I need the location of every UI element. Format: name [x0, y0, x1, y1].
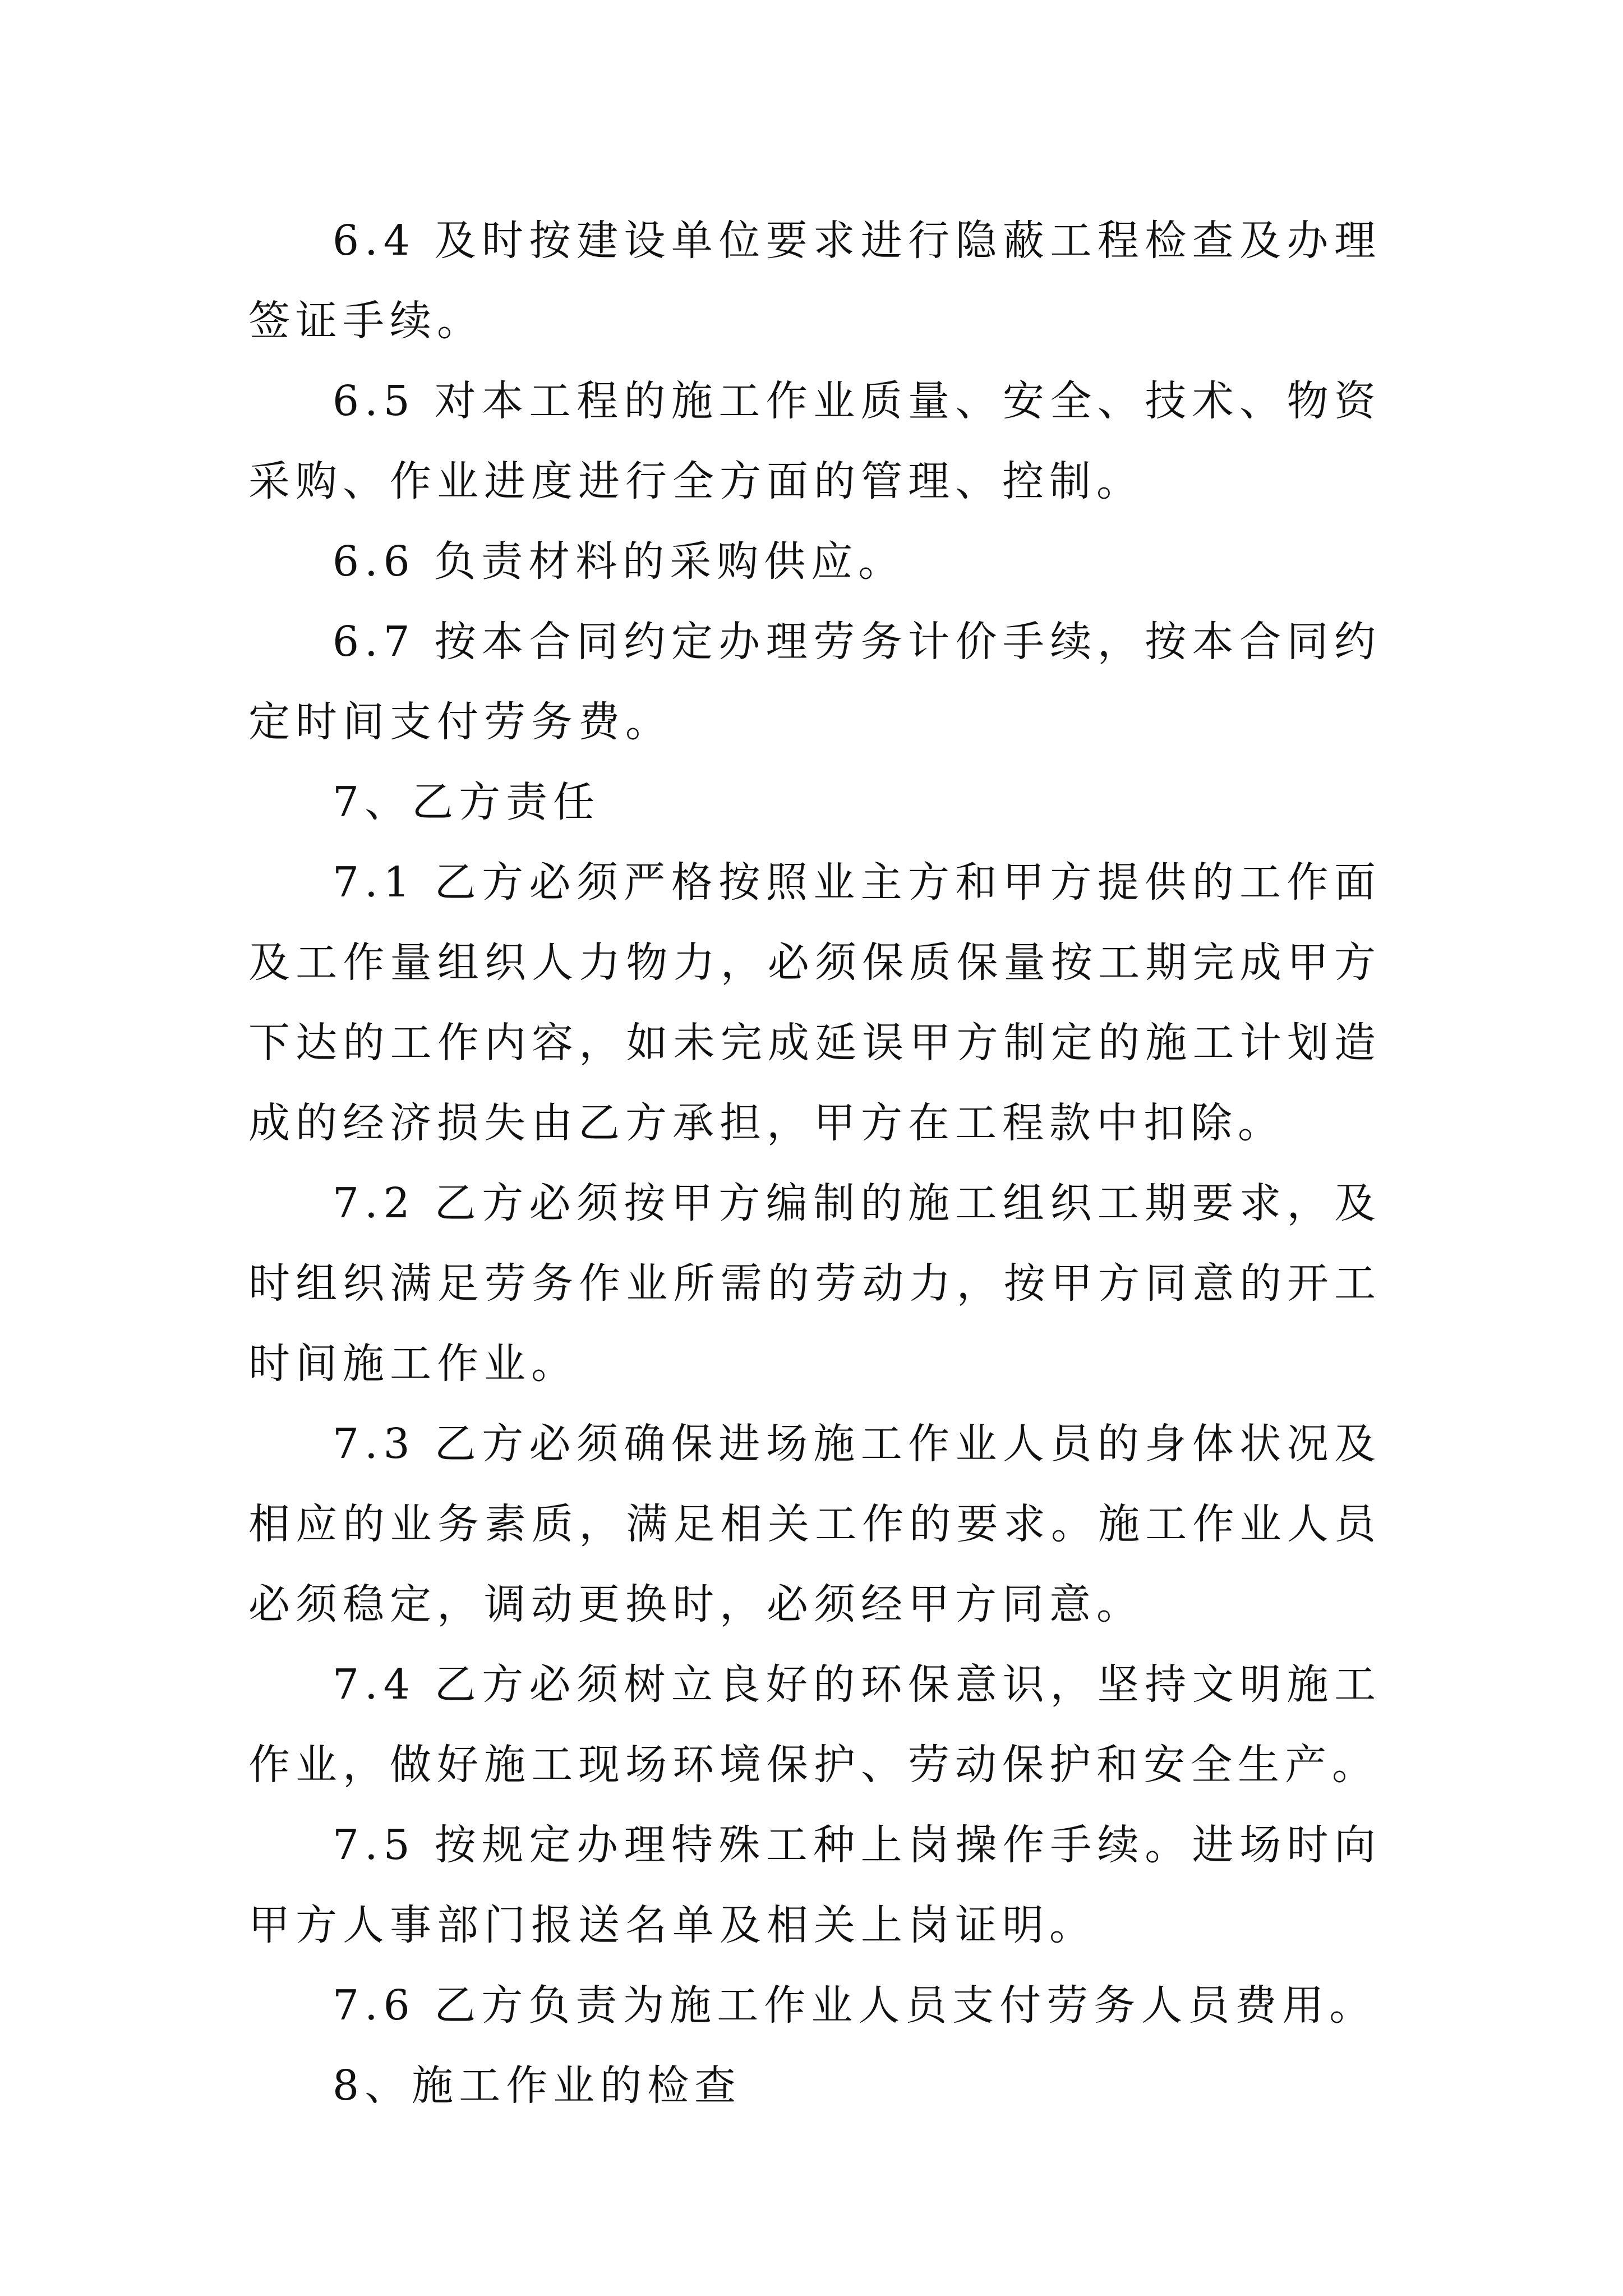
clause-6-4: 6.4 及时按建设单位要求进行隐蔽工程检查及办理签证手续。 — [248, 217, 1381, 345]
clause-7-6: 7.6 乙方负责为施工作业人员支付劳务人员费用。 — [333, 1981, 1377, 2030]
document-body — [248, 201, 1381, 2126]
clause-6-7: 6.7 按本合同约定办理劳务计价手续，按本合同约定时间支付劳务费。 — [248, 618, 1381, 746]
clause-7-4: 7.4 乙方必须树立良好的环保意识，坚持文明施工作业，做好施工现场环境保护、劳动保护和安全生产。 — [248, 1660, 1381, 1789]
clause-7-5: 7.5 按规定办理特殊工种上岗操作手续。进场时向甲方人事部门报送名单及相关上岗证明。 — [248, 1821, 1381, 1949]
section-heading-8: 8、施工作业的检查 — [333, 2062, 742, 2110]
clause-7-3: 7.3 乙方必须确保进场施工作业人员的身体状况及相应的业务素质，满足相关工作的要求。施工作业人员必须稳定，调动更换时，必须经甲方同意。 — [248, 1420, 1381, 1628]
section-heading-7: 7、乙方责任 — [333, 778, 601, 826]
clause-6-6: 6.6 负责材料的采购供应。 — [333, 537, 906, 586]
clause-6-5: 6.5 对本工程的施工作业质量、安全、技术、物资采购、作业进度进行全方面的管理、控制。 — [248, 377, 1381, 505]
clause-7-2: 7.2 乙方必须按甲方编制的施工组织工期要求，及时组织满足劳务作业所需的劳动力，按甲方同意的开工时间施工作业。 — [248, 1179, 1381, 1388]
clause-7-1: 7.1 乙方必须严格按照业主方和甲方提供的工作面及工作量组织人力物力，必须保质保量按工期完成甲方下达的工作内容，如未完成延误甲方制定的施工计划造成的经济损失由乙方承担，甲方在工程款中扣除。 — [248, 858, 1381, 1147]
